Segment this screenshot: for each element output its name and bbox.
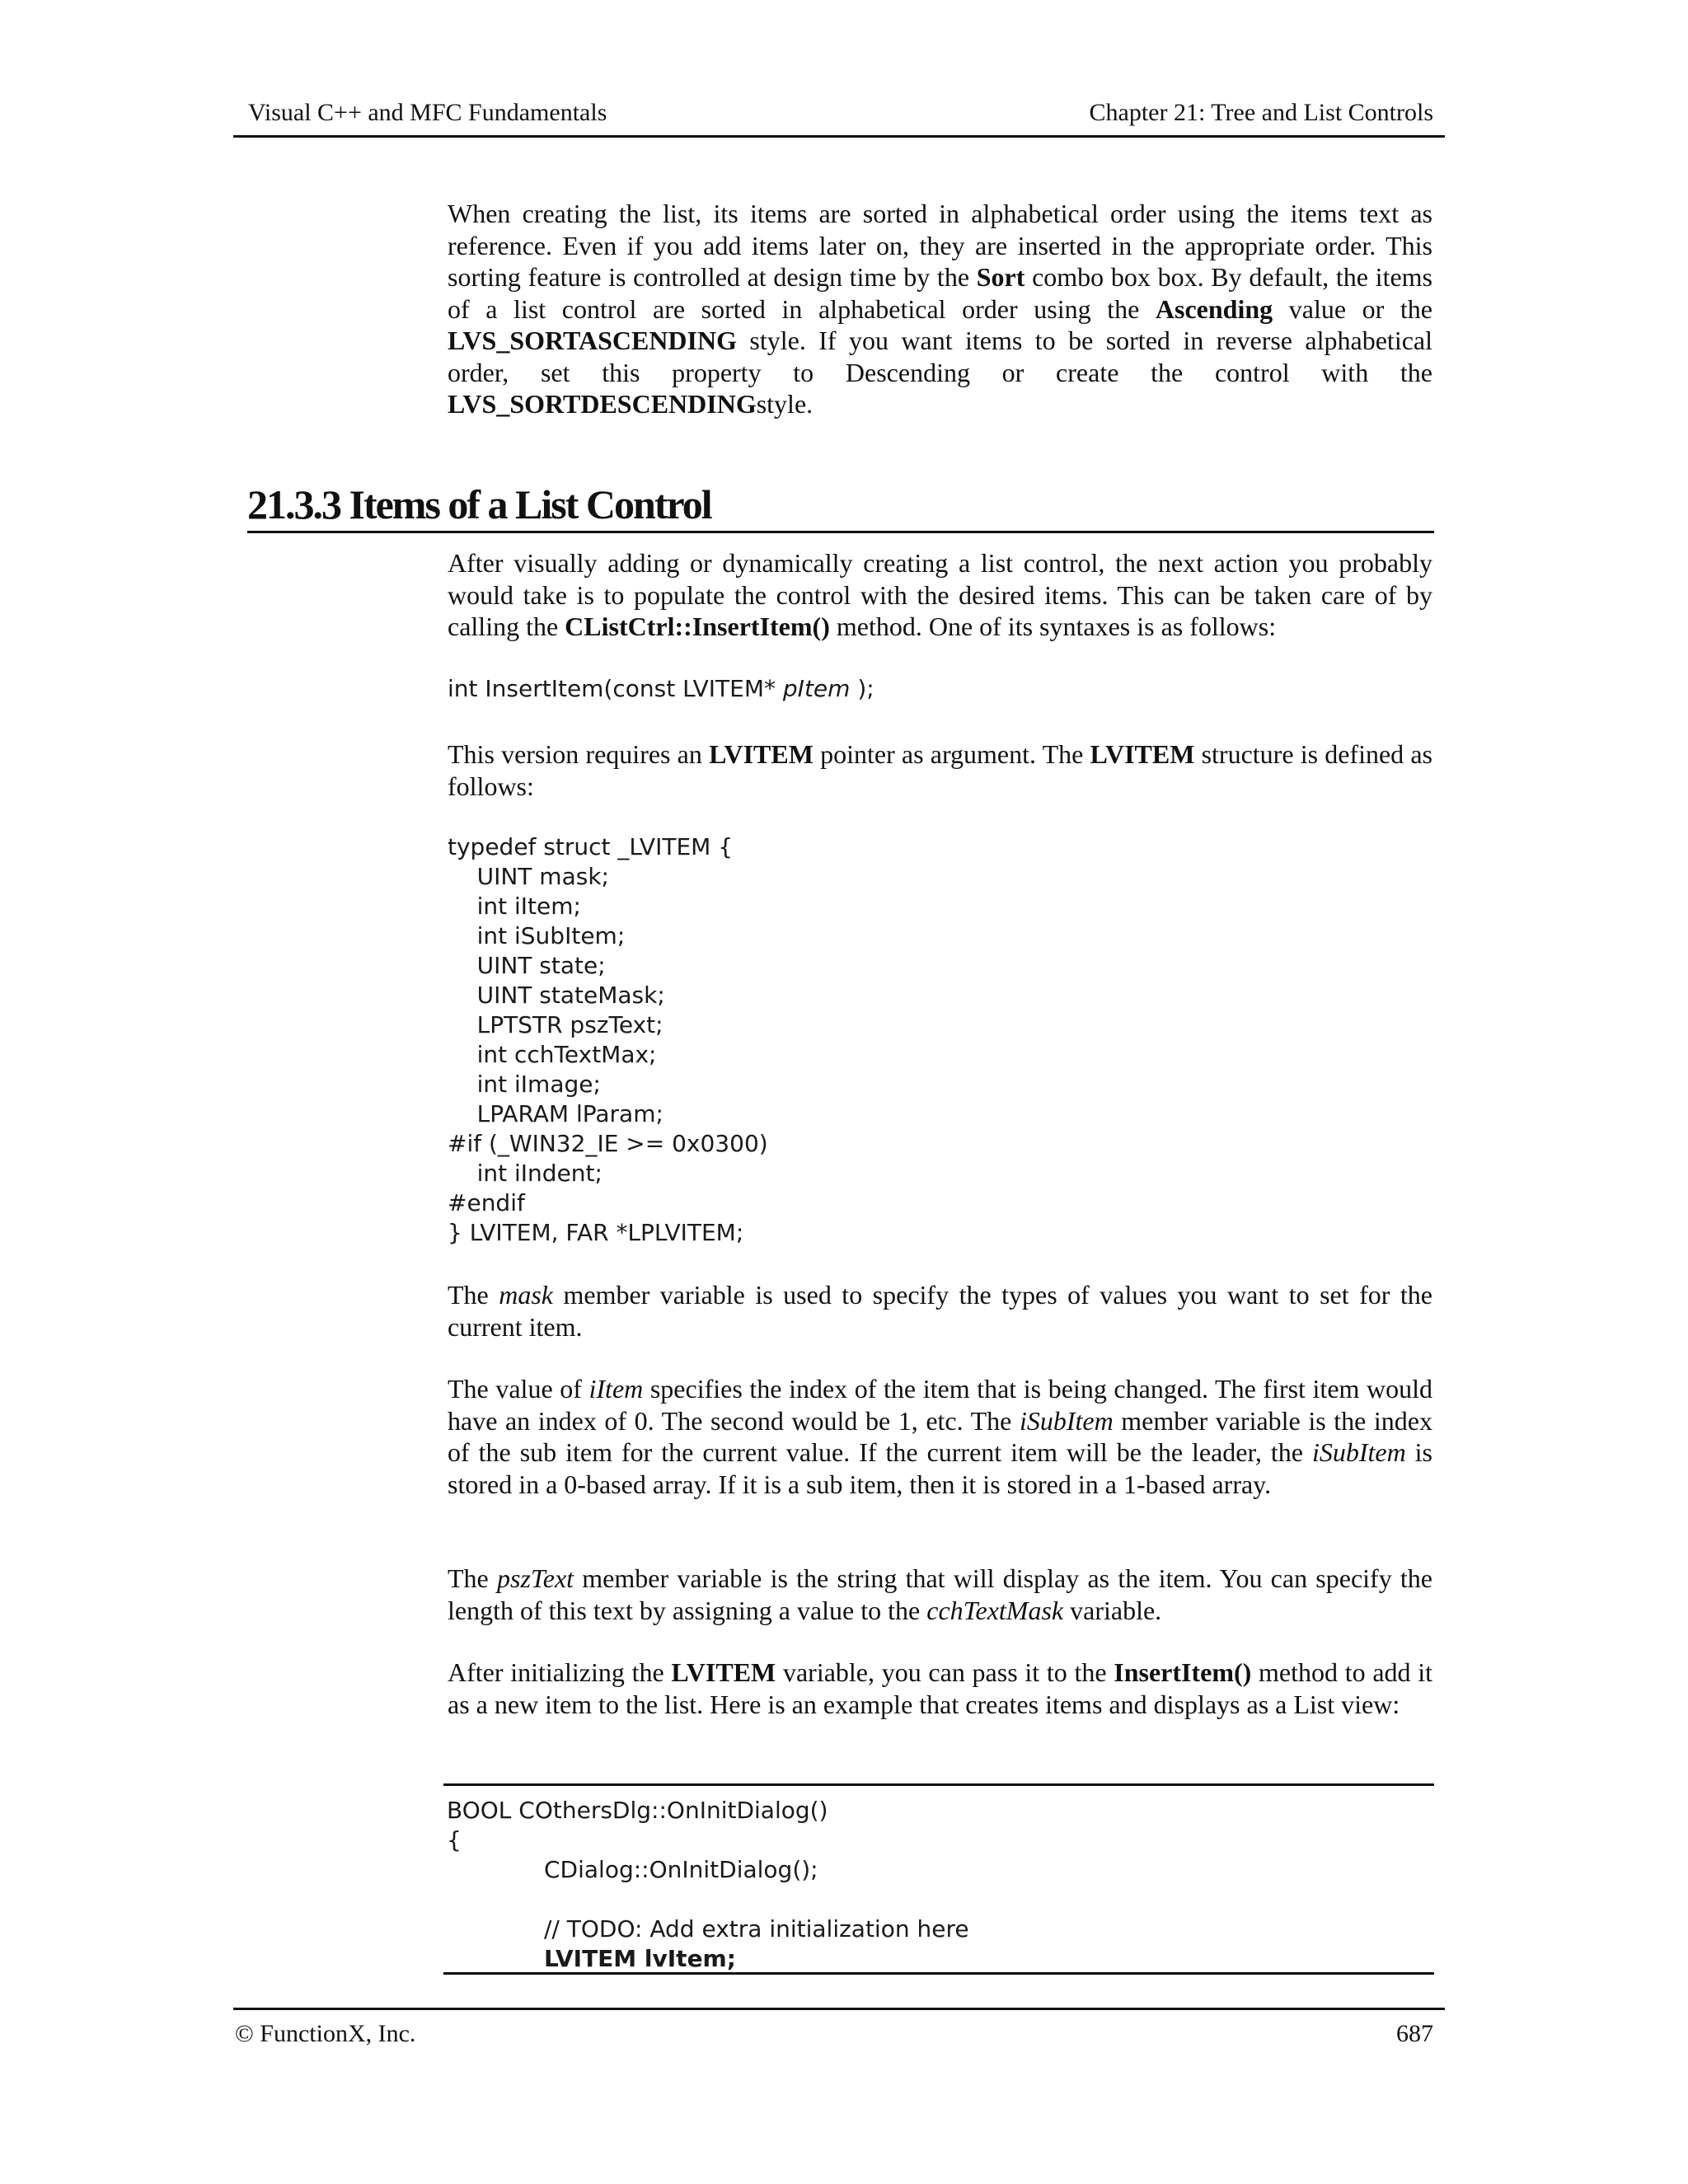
- paragraph-4: [448, 1373, 1432, 1500]
- code-line: UINT mask;: [448, 863, 609, 890]
- text-run: member variable is the string that will display as the item. You can specify the length of this text by assigning a value to the: [448, 1563, 1433, 1625]
- text-run: member variable is the index of the sub item for the current value. If the current item will be the leader, the: [448, 1405, 1433, 1467]
- isubitem-term: iSubItem: [1311, 1437, 1406, 1467]
- code-comment: // TODO: Add extra initialization here: [544, 1915, 969, 1943]
- code-line: {: [447, 1826, 462, 1854]
- text-run: variable.: [1063, 1595, 1162, 1625]
- code-line: int iItem;: [448, 893, 581, 920]
- code-run: );: [850, 675, 874, 702]
- paragraph-1: [448, 547, 1432, 643]
- insertitem-term: InsertItem(): [1114, 1657, 1252, 1687]
- ascending-term: Ascending: [1155, 293, 1273, 324]
- text-run: is stored in a 0-based array. If it is a sub item, then it is stored in a 1-based array.: [448, 1437, 1433, 1499]
- paragraph-4-block: [448, 1373, 1432, 1500]
- text-run: When creating the list, its items are sorted in alphabetical order using the items text as reference. Even if you add items later on, they are inserted in the appropriate order. This sorting feature is controlled at design time by the: [448, 199, 1432, 292]
- lvs-sortdescending-term: LVS_SORTDESCENDING: [448, 389, 757, 419]
- mask-term: mask: [499, 1280, 553, 1310]
- code-line: #if (_WIN32_IE >= 0x0300): [448, 1130, 768, 1157]
- text-run: style.: [756, 389, 814, 419]
- text-run: specifies the index of the item that is being changed. The first item would have an index of 0. The second would be 1, etc. The: [448, 1374, 1433, 1436]
- code-line: typedef struct _LVITEM {: [448, 833, 734, 860]
- code-line: CDialog::OnInitDialog();: [544, 1856, 818, 1883]
- code-line: LVITEM lvItem;: [544, 1945, 736, 1972]
- code-line: } LVITEM, FAR *LPLVITEM;: [448, 1219, 744, 1246]
- paragraph-6: [448, 1657, 1432, 1720]
- code-line: int iSubItem;: [448, 922, 626, 949]
- text-run: variable, you can pass it to the: [776, 1657, 1114, 1687]
- code-line: #endif: [448, 1189, 525, 1216]
- struct-code-block: [448, 832, 1432, 1248]
- syntax-block: [448, 674, 1432, 704]
- text-run: After visually adding or dynamically creating a list control, the next action you probably would take is to populate the control with the desired items. This can be taken care of by calling the: [448, 548, 1432, 641]
- page-header: [233, 99, 1445, 138]
- page-footer: [233, 2008, 1445, 2047]
- section-heading-rule: [247, 480, 1434, 533]
- code-line: int iIndent;: [448, 1160, 603, 1187]
- paragraph-2-block: [448, 738, 1432, 802]
- lvitem-term: LVITEM: [1090, 739, 1195, 769]
- text-run: style. If you want items to be sorted in reverse alphabetical order, set this property to Descending or create the control with the: [448, 326, 1432, 387]
- intro-paragraph: [448, 198, 1432, 420]
- header-chapter-title: Chapter 21: Tree and List Controls: [1089, 99, 1433, 126]
- code-line: UINT stateMask;: [448, 982, 665, 1009]
- text-run: The: [448, 1280, 499, 1310]
- sort-term: Sort: [976, 262, 1025, 292]
- code-run: int InsertItem(const LVITEM*: [448, 675, 783, 702]
- text-run: method to add it as a new item to the list. Here is an example that creates items and displays as a List view:: [448, 1657, 1433, 1719]
- section-heading: 21.3.3 Items of a List Control: [247, 481, 711, 527]
- paragraph-3: [448, 1279, 1432, 1343]
- text-run: combo box box. By default, the items of a list control are sorted in alphabetical order using the: [448, 262, 1432, 324]
- paragraph-6-block: [448, 1657, 1432, 1720]
- isubitem-term: iSubItem: [1019, 1405, 1114, 1436]
- cchtextmask-term: cchTextMask: [926, 1595, 1064, 1625]
- code-line: BOOL COthersDlg::OnInitDialog(): [447, 1797, 828, 1824]
- paragraph-5-block: [448, 1563, 1432, 1626]
- code-line: UINT state;: [448, 952, 606, 979]
- text-run: The value of: [448, 1374, 589, 1404]
- paragraph-3-block: [448, 1279, 1432, 1343]
- lvs-sortascending-term: LVS_SORTASCENDING: [448, 326, 737, 355]
- iitem-term: iItem: [588, 1374, 644, 1404]
- header-book-title: Visual C++ and MFC Fundamentals: [248, 99, 607, 126]
- psztext-term: pszText: [496, 1563, 574, 1593]
- paragraph-1-block: [448, 547, 1432, 643]
- example-code-box: [443, 1783, 1434, 1975]
- code-line: LPTSTR pszText;: [448, 1011, 663, 1038]
- text-run: This version requires an: [448, 739, 710, 769]
- text-run: After initializing the: [448, 1657, 672, 1687]
- lvitem-term: LVITEM: [671, 1657, 776, 1687]
- page-number: 687: [1396, 2020, 1433, 2047]
- lvitem-term: LVITEM: [709, 739, 814, 769]
- code-line: int iImage;: [448, 1071, 601, 1098]
- insertitem-syntax: [448, 674, 1432, 704]
- intro-paragraph-block: [448, 198, 1432, 420]
- footer-copyright: © FunctionX, Inc.: [235, 2020, 416, 2047]
- text-run: pointer as argument. The: [813, 739, 1090, 769]
- paragraph-5: [448, 1563, 1432, 1626]
- insertitem-method-term: CListCtrl::InsertItem(): [565, 612, 830, 641]
- code-arg: pItem: [782, 675, 851, 702]
- text-run: method. One of its syntaxes is as follows:: [829, 612, 1277, 641]
- text-run: member variable is used to specify the types of values you want to set for the current item.: [448, 1280, 1433, 1342]
- text-run: structure is defined as follows:: [448, 739, 1433, 801]
- text-run: The: [448, 1563, 497, 1593]
- paragraph-2: [448, 738, 1432, 802]
- code-line: int cchTextMax;: [448, 1041, 657, 1068]
- code-line: LPARAM lParam;: [448, 1100, 663, 1127]
- text-run: value or the: [1273, 293, 1433, 324]
